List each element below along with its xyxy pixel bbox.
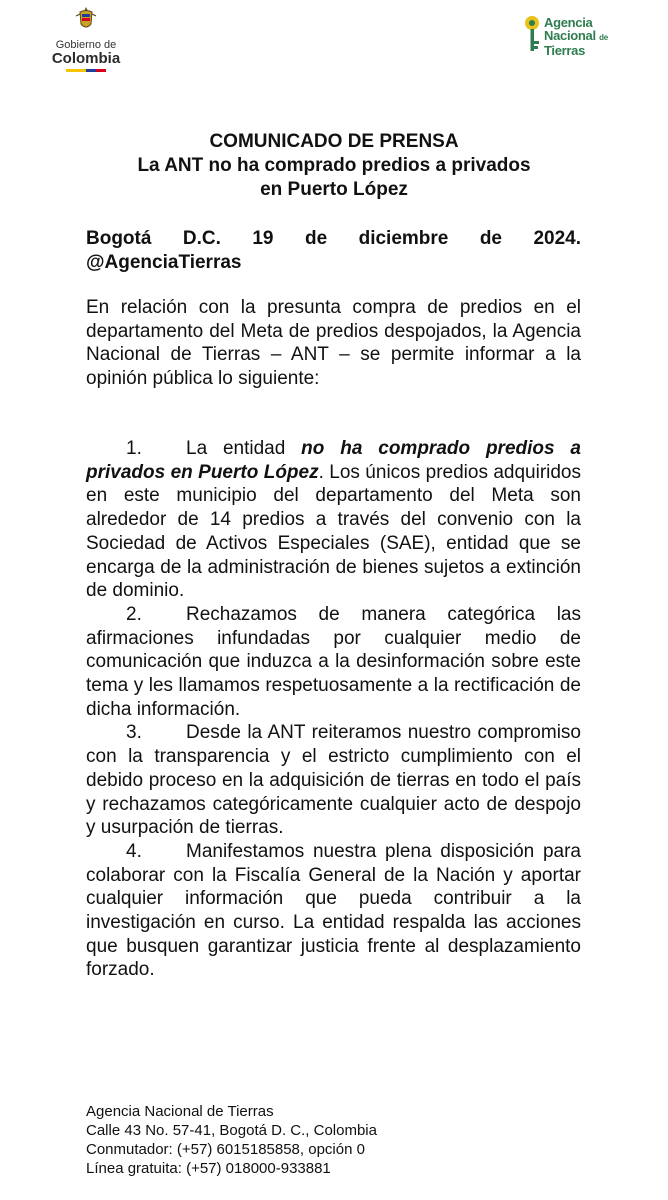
gobierno-colombia-logo xyxy=(46,6,126,72)
list-item-4 xyxy=(86,840,581,982)
title-line3: en Puerto López xyxy=(260,179,408,200)
item-text: Rechazamos de manera categórica las afirmaciones infundadas por cualquier medio de comunicación que induzca a la desinformación sobre este tema y les llamamos respetuosamente a la rectificación de dicha información. xyxy=(86,603,581,720)
title-line1: COMUNICADO DE PRENSA xyxy=(209,131,459,152)
contact-footer xyxy=(86,1102,377,1178)
coat-of-arms-icon xyxy=(75,6,97,32)
item-emphasis: no ha comprado predios a privados en Puerto López xyxy=(86,438,581,483)
list-item-1 xyxy=(86,437,581,603)
ant-logo-line3: Tierras xyxy=(544,43,586,58)
statement-list xyxy=(86,437,581,982)
footer-address: Calle 43 No. 57-41, Bogotá D. C., Colombia xyxy=(86,1122,377,1139)
dateline xyxy=(86,227,581,274)
item-text: . Los únicos predios adquiridos en este municipio del departamento del Meta son alrededor de 14 predios a través del convenio con la Sociedad de Activos Especiales (SAE), entidad que se encarga de la administración de bienes sujetos a extinción de dominio. xyxy=(86,461,582,602)
item-prefix: La entidad xyxy=(186,438,302,459)
list-item-2 xyxy=(86,603,581,722)
item-number: 2. xyxy=(126,603,142,625)
ant-logo-line2: Nacional xyxy=(544,28,596,43)
item-text: Manifestamos nuestra plena disposición para colaborar con la Fiscalía General de la Nación y aportar cualquier información que pueda contribuir a la investigación en curso. La entidad respalda las acciones que busquen garantizar justicia frente al desplazamiento forzado. xyxy=(86,840,581,981)
list-item-3 xyxy=(86,721,581,840)
title-line2: La ANT no ha comprado predios a privados xyxy=(137,155,531,176)
key-icon xyxy=(522,14,544,54)
flag-bar xyxy=(66,69,106,72)
item-text: Desde la ANT reiteramos nuestro compromiso con la transparencia y el estricto cumplimiento con el debido proceso en la adquisición de tierras en todo el país y rechazamos categóricamente cualquier acto de despojo y usurpación de tierras. xyxy=(86,722,581,839)
footer-phone: Conmutador: (+57) 6015185858, opción 0 xyxy=(86,1141,365,1158)
ant-logo xyxy=(522,14,632,60)
gov-logo-line1: Gobierno de xyxy=(55,39,117,51)
footer-hotline: Línea gratuita: (+57) 018000-933881 xyxy=(86,1160,331,1177)
twitter-handle: @AgenciaTierras xyxy=(86,251,242,273)
intro-paragraph: En relación con la presunta compra de predios en el departamento del Meta de predios despojados, la Agencia Nacional de Tierras – ANT – se permite informar a la opinión pública lo siguiente: xyxy=(86,297,581,390)
item-number: 3. xyxy=(126,722,142,744)
ant-logo-line1: Agencia xyxy=(544,15,593,30)
ant-logo-line2-suffix: de xyxy=(599,33,608,42)
gov-logo-line2: Colombia xyxy=(51,50,121,67)
press-release-title xyxy=(0,130,668,202)
footer-org: Agencia Nacional de Tierras xyxy=(86,1103,274,1120)
item-number: 1. xyxy=(126,438,142,459)
item-number: 4. xyxy=(126,840,142,862)
date-text: Bogotá D.C. 19 de diciembre de 2024. xyxy=(86,228,581,249)
